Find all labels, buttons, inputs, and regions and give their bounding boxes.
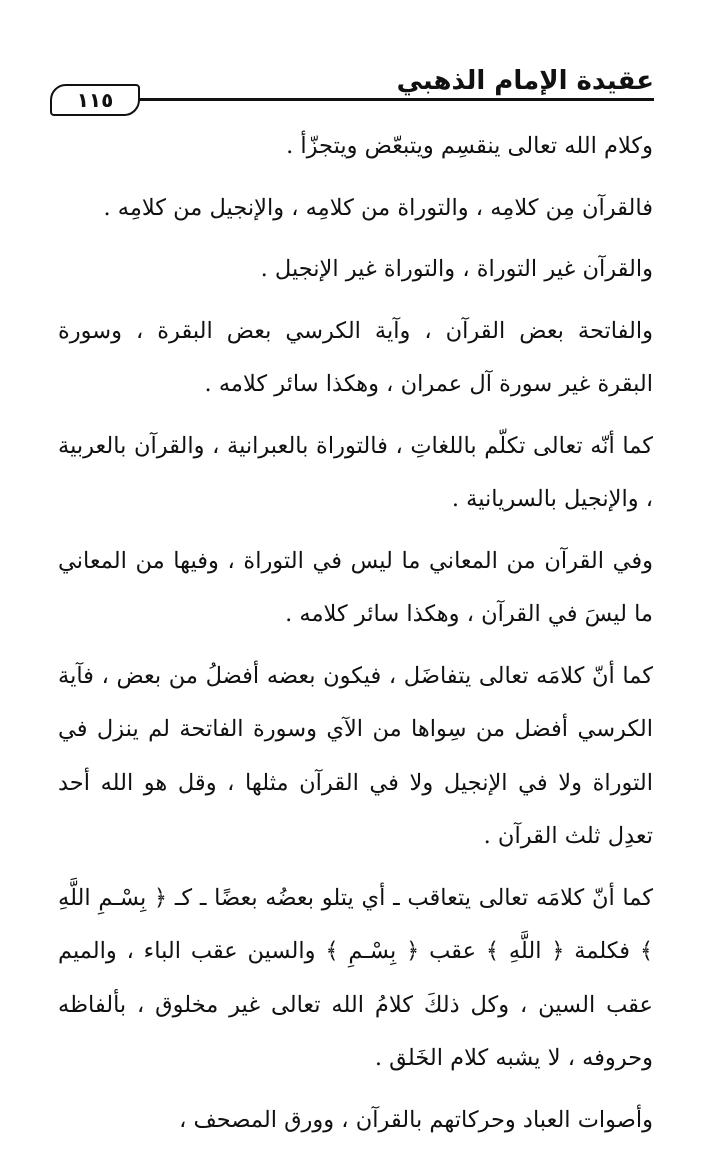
paragraph: وفي القرآن من المعاني ما ليس في التوراة ، وفيها من المعاني ما ليسَ في القرآن ، وهكذا سائر كلامه .: [58, 547, 653, 627]
paragraph: كما أنّ كلامَه تعالى يتفاضَل ، فيكون بعضه أفضلُ من بعض ، فآية الكرسي أفضل من سِواها من الآي وسورة الفاتحة لم ينزل في التوراة ولا في الإنجيل ولا في القرآن مثلها ، وقل هو الله أحد تعدِل ثلث القرآن .: [58, 662, 653, 849]
paragraph: كما أنّ كلامَه تعالى يتعاقب ـ أي يتلو بعضُه بعضًا ـ كـ ﴿ بِسْـمِ اللَّهِ ﴾ فكلمة ﴿ اللَّهِ ﴾ عقب ﴿ بِسْـمِ ﴾ والسين عقب الباء ، والميم عقب السين ، وكل ذلكَ كلامُ الله تعالى غير مخلوق ، بألفاظه وحروفه ، لا يشبه كلام الخَلق .: [58, 884, 653, 1071]
body-text: [58, 120, 653, 1155]
paragraph: كما أنّه تعالى تكلّم باللغاتِ ، فالتوراة بالعبرانية ، والقرآن بالعربية ، والإنجيل بالسريانية .: [58, 432, 653, 512]
header-rule: [118, 98, 654, 101]
paragraph: وأصوات العباد وحركاتهم بالقرآن ، وورق المصحف ،: [179, 1106, 653, 1133]
page-number-badge: ١١٥: [50, 84, 140, 116]
page-header: [44, 64, 654, 114]
paragraph: والفاتحة بعض القرآن ، وآية الكرسي بعض البقرة ، وسورة البقرة غير سورة آل عمران ، وهكذا سائر كلامه .: [58, 317, 653, 397]
paragraph: والقرآن غير التوراة ، والتوراة غير الإنجيل .: [260, 256, 653, 282]
running-title: عقيدة الإمام الذهبي: [396, 66, 654, 96]
paragraph: وكلام الله تعالى ينقسِم ويتبعّض ويتجزّأ .: [286, 133, 653, 159]
paragraph: فالقرآن مِن كلامِه ، والتوراة من كلامِه ، والإنجيل من كلامِه .: [103, 194, 653, 221]
